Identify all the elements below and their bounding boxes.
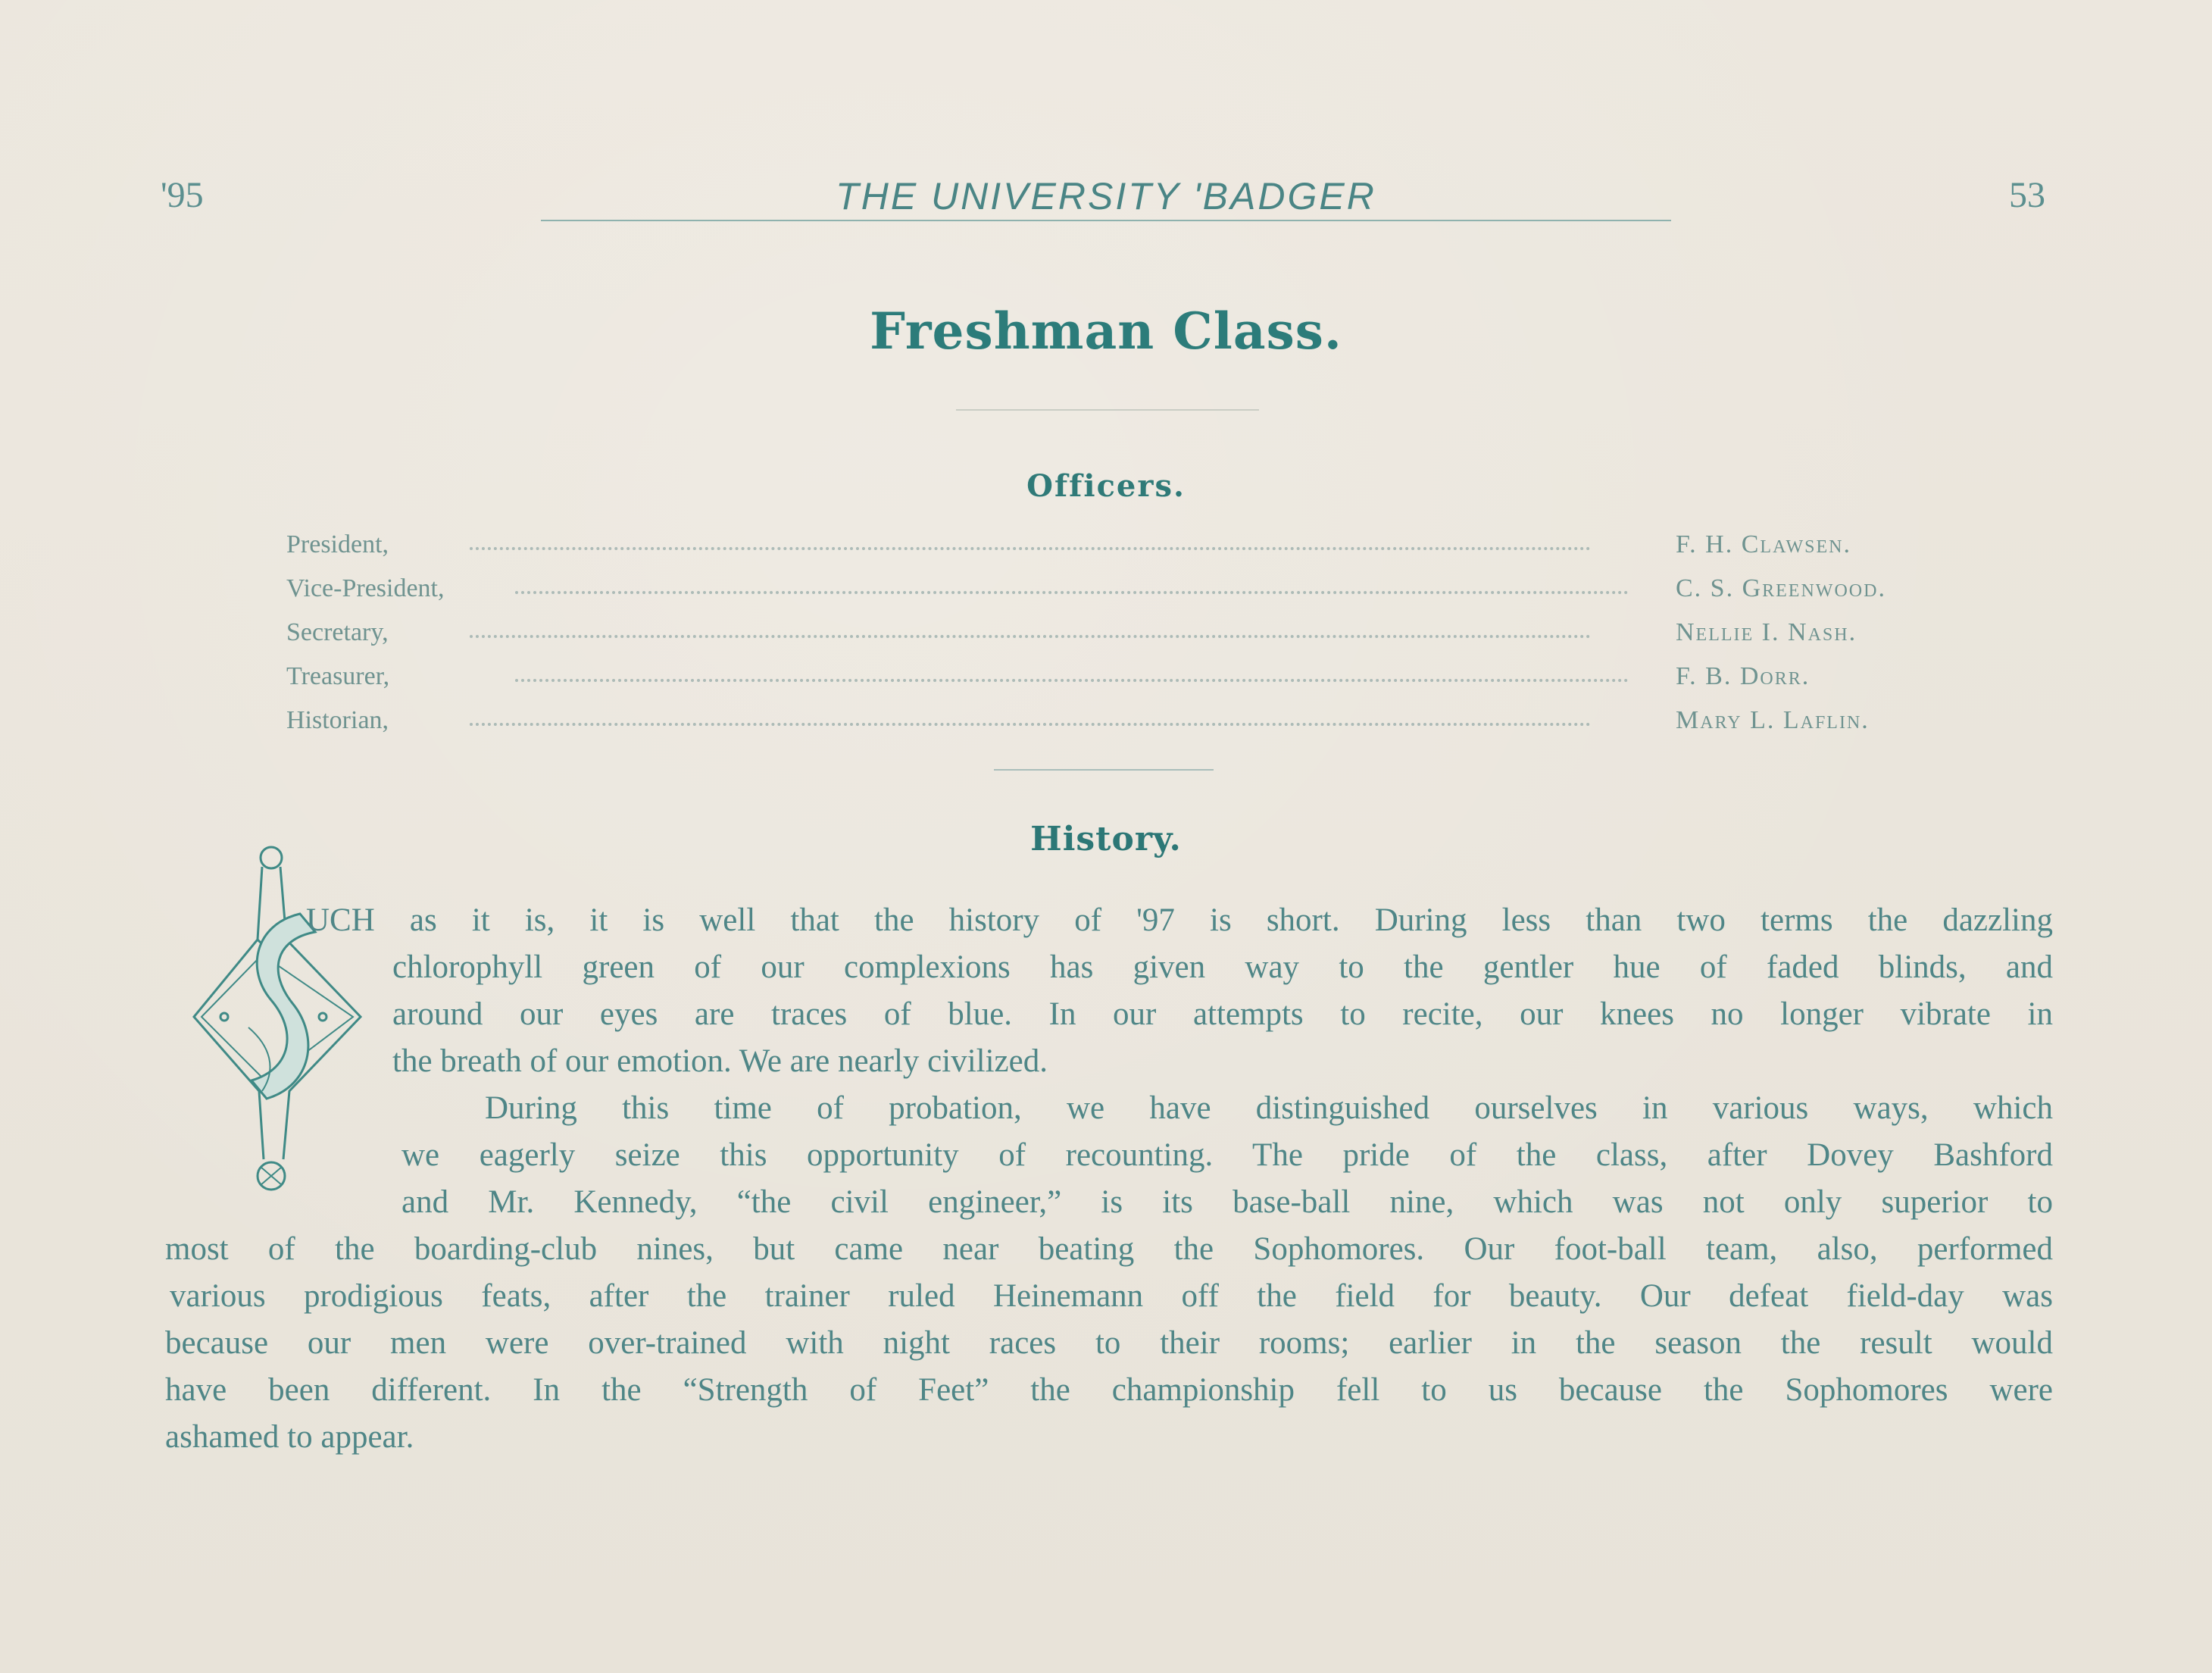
dot-leader [515, 679, 1629, 682]
officer-row [0, 662, 2212, 705]
officer-name: Nellie I. Nash. [1676, 618, 1857, 646]
header-rule [541, 220, 1671, 221]
officer-role: Vice-President, [286, 574, 445, 602]
officer-row [0, 618, 2212, 661]
history-line: the breath of our emotion. We are nearly civilized. [392, 1043, 1048, 1079]
dot-leader [515, 591, 1629, 594]
history-line: around our eyes are traces of blue. In our attempts to recite, our knees no longer vibrate in [392, 996, 2053, 1032]
history-line: chlorophyll green of our complexions has given way to the gentler hue of faded blinds, and [392, 949, 2053, 985]
officer-role: Treasurer, [286, 662, 390, 690]
page-title: Freshman Class. [870, 302, 1342, 361]
history-line: UCH as it is, it is well that the history of '97 is short. During less than two terms the dazzling [306, 902, 2053, 938]
history-line: ashamed to appear. [165, 1419, 414, 1455]
history-line: various prodigious feats, after the trainer ruled Heinemann off the field for beauty. Our defeat field-day was [170, 1278, 2053, 1314]
officer-role: President, [286, 530, 389, 558]
officer-row [0, 574, 2212, 617]
officer-name: F. H. Clawsen. [1676, 530, 1851, 558]
history-heading: History. [1030, 820, 1182, 858]
history-line: we eagerly seize this opportunity of recounting. The pride of the class, after Dovey Bashford [401, 1137, 2053, 1173]
officer-name: Mary L. Laflin. [1676, 706, 1870, 734]
officers-divider [994, 769, 1214, 771]
running-head-year: '95 [161, 175, 204, 215]
title-divider [956, 409, 1259, 411]
officer-role: Historian, [286, 706, 389, 734]
officer-row [0, 530, 2212, 573]
officers-heading: Officers. [1026, 468, 1186, 504]
history-line: because our men were over-trained with night races to their rooms; earlier in the season the result would [165, 1325, 2053, 1361]
history-line: have been different. In the “Strength of Feet” the championship fell to us because the Sophomores were [165, 1372, 2053, 1408]
dot-leader [470, 547, 1591, 550]
officer-name: C. S. Greenwood. [1676, 574, 1886, 602]
dot-leader [470, 723, 1591, 726]
running-head-title: THE UNIVERSITY 'BADGER [836, 175, 1376, 217]
officer-name: F. B. Dorr. [1676, 662, 1811, 690]
decorative-initial-s-icon [179, 841, 368, 1197]
history-line: During this time of probation, we have distinguished ourselves in various ways, which [485, 1090, 2053, 1126]
page-number: 53 [2009, 175, 2045, 215]
history-line: and Mr. Kennedy, “the civil engineer,” is its base-ball nine, which was not only superior to [401, 1184, 2053, 1220]
officer-row [0, 706, 2212, 749]
officer-role: Secretary, [286, 618, 389, 646]
history-line: most of the boarding-club nines, but came near beating the Sophomores. Our foot-ball team, also, performed [165, 1231, 2053, 1267]
dot-leader [470, 635, 1591, 638]
